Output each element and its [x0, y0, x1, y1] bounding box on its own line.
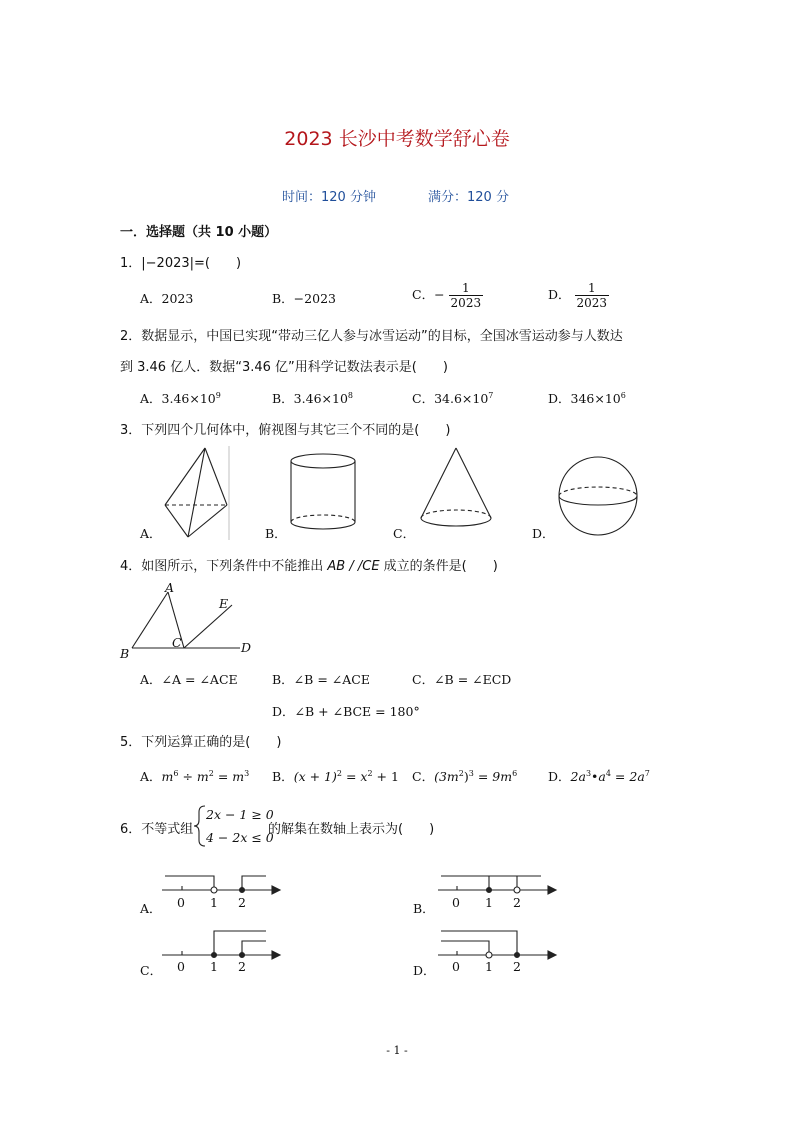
q5-option-b-label: B． — [272, 769, 294, 784]
q5-d-exp: 4 — [605, 768, 611, 778]
question-6-stem-post: 的解集在数轴上表示为( ) — [268, 822, 435, 837]
number-line-c — [162, 931, 280, 959]
q5-d-part: 2a — [570, 769, 586, 784]
q5-option-a-label: A． — [140, 769, 162, 784]
q5-option-c-label: C． — [412, 769, 435, 784]
q5-a-part: ÷ m — [178, 769, 209, 784]
q5-option-a — [140, 767, 249, 785]
q1-option-a: A．2023 — [140, 291, 194, 306]
q5-c-exp: 3 — [468, 768, 474, 778]
page-number: - 1 - — [386, 1044, 408, 1057]
number-line-d — [438, 931, 556, 959]
tick-label: 2 — [238, 895, 246, 910]
cylinder-figure — [291, 454, 355, 529]
q5-b-part: = x — [341, 769, 368, 784]
question-4-stem — [120, 555, 498, 574]
fraction-numerator: 1 — [575, 281, 610, 296]
q6-option-c-label: C． — [140, 963, 163, 978]
q4-option-c: C．∠B = ∠ECD — [412, 672, 512, 687]
q3-option-b-label: B． — [265, 526, 287, 541]
inequality-2: 4 − 2x ≤ 0 — [206, 830, 274, 845]
q1-option-b: B．−2023 — [272, 291, 336, 306]
full-score: 满分：120 分 — [428, 190, 509, 205]
question-6-stem-pre: 6．不等式组 — [120, 822, 194, 837]
cone-figure — [421, 448, 491, 526]
q2-option-c-base: C．34.6×10 — [412, 391, 489, 406]
q5-a-part: m — [161, 769, 174, 784]
q5-a-exp: 2 — [208, 768, 214, 778]
q5-option-d — [548, 767, 650, 785]
q2-option-c-exp: 7 — [488, 390, 494, 400]
q5-d-part: = 2a — [610, 769, 645, 784]
q3-option-c-label: C． — [393, 526, 416, 541]
tick-label: 0 — [452, 895, 460, 910]
question-4-parallel-relation: AB / /CE — [327, 559, 380, 574]
tetrahedron-figure — [165, 446, 229, 540]
tick-label: 1 — [210, 895, 218, 910]
q5-b-exp: 2 — [336, 768, 342, 778]
question-2-line-2: 到 3.46 亿人．数据“3.46 亿”用科学记数法表示是( ) — [120, 360, 448, 375]
q5-a-part: = m — [213, 769, 245, 784]
q5-b-part: (x + 1) — [293, 769, 337, 784]
q5-d-exp: 3 — [585, 768, 592, 778]
q5-c-part: = 9m — [473, 769, 513, 784]
q5-b-exp: 2 — [367, 768, 373, 778]
q5-a-exp: 3 — [244, 768, 250, 778]
fig-label-a: A — [165, 580, 175, 595]
q5-c-part: (3m — [434, 769, 459, 784]
q4-option-d: D．∠B + ∠BCE = 180° — [272, 704, 420, 719]
q2-option-d-base: D．346×10 — [548, 391, 621, 406]
q5-c-exp: 6 — [512, 768, 518, 778]
tick-label: 0 — [177, 959, 185, 974]
tick-label: 0 — [452, 959, 460, 974]
fig-label-d: D — [241, 640, 252, 655]
tick-label: 2 — [238, 959, 246, 974]
question-3-stem: 3．下列四个几何体中，俯视图与其它三个不同的是( ) — [120, 423, 451, 438]
q6-option-d-label: D． — [413, 963, 436, 978]
q1-option-c-sign: − — [434, 287, 445, 302]
q5-d-exp: 7 — [644, 768, 650, 778]
fig-label-b: B — [120, 646, 130, 661]
q6-option-b-label: B． — [413, 901, 435, 916]
q4-option-a: A．∠A = ∠ACE — [140, 672, 238, 687]
fraction-numerator: 1 — [449, 281, 484, 296]
question-5-stem: 5．下列运算正确的是( ) — [120, 735, 282, 750]
page-title: 2023 长沙中考数学舒心卷 — [284, 128, 510, 150]
tick-label: 1 — [210, 959, 218, 974]
q5-option-b — [272, 767, 399, 785]
fraction-denominator: 2023 — [576, 296, 608, 310]
q1-option-d-label: D． — [548, 287, 571, 302]
q5-c-part: ) — [463, 769, 469, 784]
tick-label: 2 — [513, 959, 521, 974]
q5-d-part: •a — [591, 769, 606, 784]
q2-option-a-exp: 9 — [215, 390, 221, 400]
question-2-line-1: 2．数据显示，中国已实现“带动三亿人参与冰雪运动”的目标，全国冰雪运动参与人数达 — [120, 329, 623, 344]
inequality-brace — [194, 806, 205, 846]
q2-option-d-exp: 6 — [620, 390, 626, 400]
time-limit: 时间：120 分钟 — [282, 190, 376, 205]
fig-label-c: C — [172, 635, 182, 650]
q5-c-exp: 2 — [458, 768, 464, 778]
fig-label-e: E — [219, 596, 229, 611]
inequality-1: 2x − 1 ≥ 0 — [206, 807, 274, 822]
tick-label: 0 — [177, 895, 185, 910]
q2-option-b-base: B．3.46×10 — [272, 391, 348, 406]
q6-option-a-label: A． — [140, 901, 162, 916]
tick-label: 2 — [513, 895, 521, 910]
q5-option-c — [412, 767, 517, 785]
q1-option-c-label: C． — [412, 287, 435, 302]
q2-option-a-base: A．3.46×10 — [140, 391, 216, 406]
q2-option-b-exp: 8 — [347, 390, 353, 400]
fraction-denominator: 2023 — [450, 296, 482, 310]
question-1-stem: 1．|−2023|=( ) — [120, 256, 242, 271]
q5-a-exp: 6 — [173, 768, 179, 778]
sphere-figure — [559, 457, 637, 535]
q5-option-d-label: D． — [548, 769, 571, 784]
number-line-b — [438, 876, 556, 894]
question-4-stem-pre: 4．如图所示，下列条件中不能推出 — [120, 559, 328, 574]
section-heading: 一．选择题（共 10 小题） — [120, 225, 278, 240]
number-line-a — [162, 876, 280, 894]
q4-option-b: B．∠B = ∠ACE — [272, 672, 370, 687]
q3-option-a-label: A． — [140, 526, 162, 541]
q3-option-d-label: D． — [532, 526, 555, 541]
tick-label: 1 — [485, 895, 493, 910]
tick-label: 1 — [485, 959, 493, 974]
q5-b-part: + 1 — [372, 769, 399, 784]
question-4-stem-post: 成立的条件是( ) — [379, 559, 498, 574]
